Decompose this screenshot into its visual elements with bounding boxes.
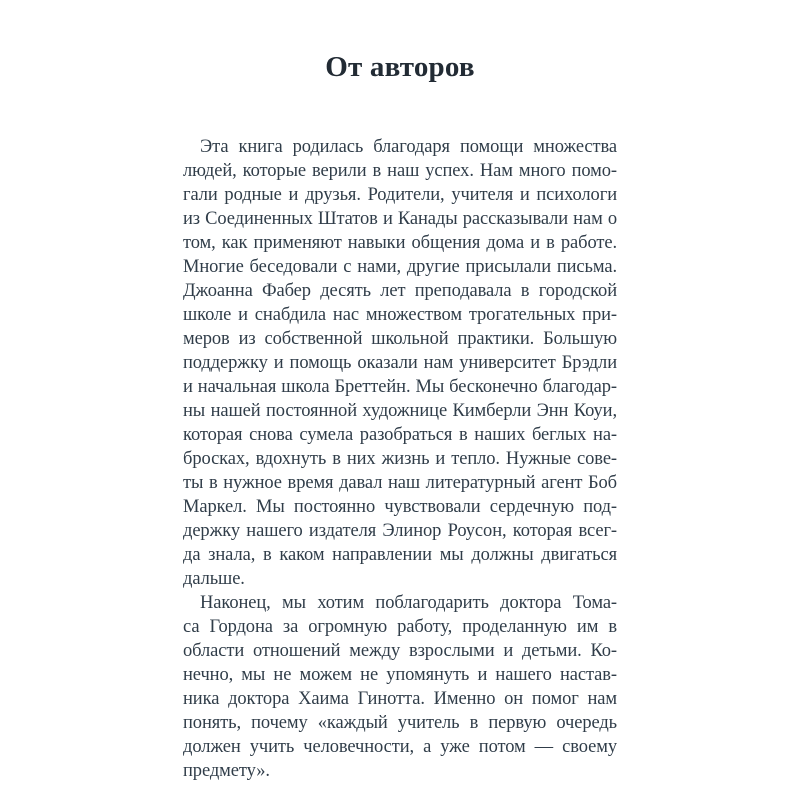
text-line: Джоанна Фабер десять лет преподавала в городской — [183, 281, 617, 301]
text-block — [183, 135, 617, 783]
text-line: предмету». — [183, 761, 270, 781]
text-line: Наконец, мы хотим поблагодарить доктора Тома- — [200, 593, 617, 613]
text-line: поддержку и помощь оказали нам университет Брэдли — [183, 353, 617, 373]
text-line: гали родные и друзья. Родители, учителя и психологи — [183, 185, 617, 205]
text-line: и начальная школа Бреттейн. Мы бесконечно благодар- — [183, 377, 617, 397]
text-line: людей, которые верили в наш успех. Нам много помо- — [183, 161, 617, 181]
text-line: том, как применяют навыки общения дома и в работе. — [183, 233, 617, 253]
text-line: из Соединенных Штатов и Канады рассказывали нам о — [183, 209, 617, 229]
text-line: бросках, вдохнуть в них жизнь и тепло. Нужные сове- — [183, 449, 617, 469]
text-line: меров из собственной школьной практики. Большую — [183, 329, 617, 349]
text-line: должен учить человечности, а уже потом — своему — [183, 737, 617, 757]
text-line: Многие беседовали с нами, другие присылали письма. — [183, 257, 617, 277]
text-line: понять, почему «каждый учитель в первую очередь — [183, 713, 617, 733]
text-line: дальше. — [183, 569, 245, 589]
text-line: ника доктора Хаима Гинотта. Именно он помог нам — [183, 689, 617, 709]
text-line: Маркел. Мы постоянно чувствовали сердечную под- — [183, 497, 617, 517]
text-line: которая снова сумела разобраться в наших беглых на- — [183, 425, 617, 445]
chapter-title: От авторов — [325, 51, 475, 83]
text-line: ны нашей постоянной художнице Кимберли Энн Коуи, — [183, 401, 617, 421]
text-line: са Гордона за огромную работу, проделанную им в — [183, 617, 617, 637]
paragraph-2 — [183, 591, 617, 783]
text-line: нечно, мы не можем не упомянуть и нашего настав- — [183, 665, 617, 685]
text-line: да знала, в каком направлении мы должны двигаться — [183, 545, 617, 565]
text-line: области отношений между взрослыми и детьми. Ко- — [183, 641, 617, 661]
text-line: держку нашего издателя Элинор Роусон, которая всег- — [183, 521, 617, 541]
paragraph-1 — [183, 135, 617, 591]
text-line: школе и снабдила нас множеством трогательных при- — [183, 305, 617, 325]
text-line: ты в нужное время давал наш литературный агент Боб — [183, 473, 617, 493]
text-line: Эта книга родилась благодаря помощи множества — [200, 137, 617, 157]
